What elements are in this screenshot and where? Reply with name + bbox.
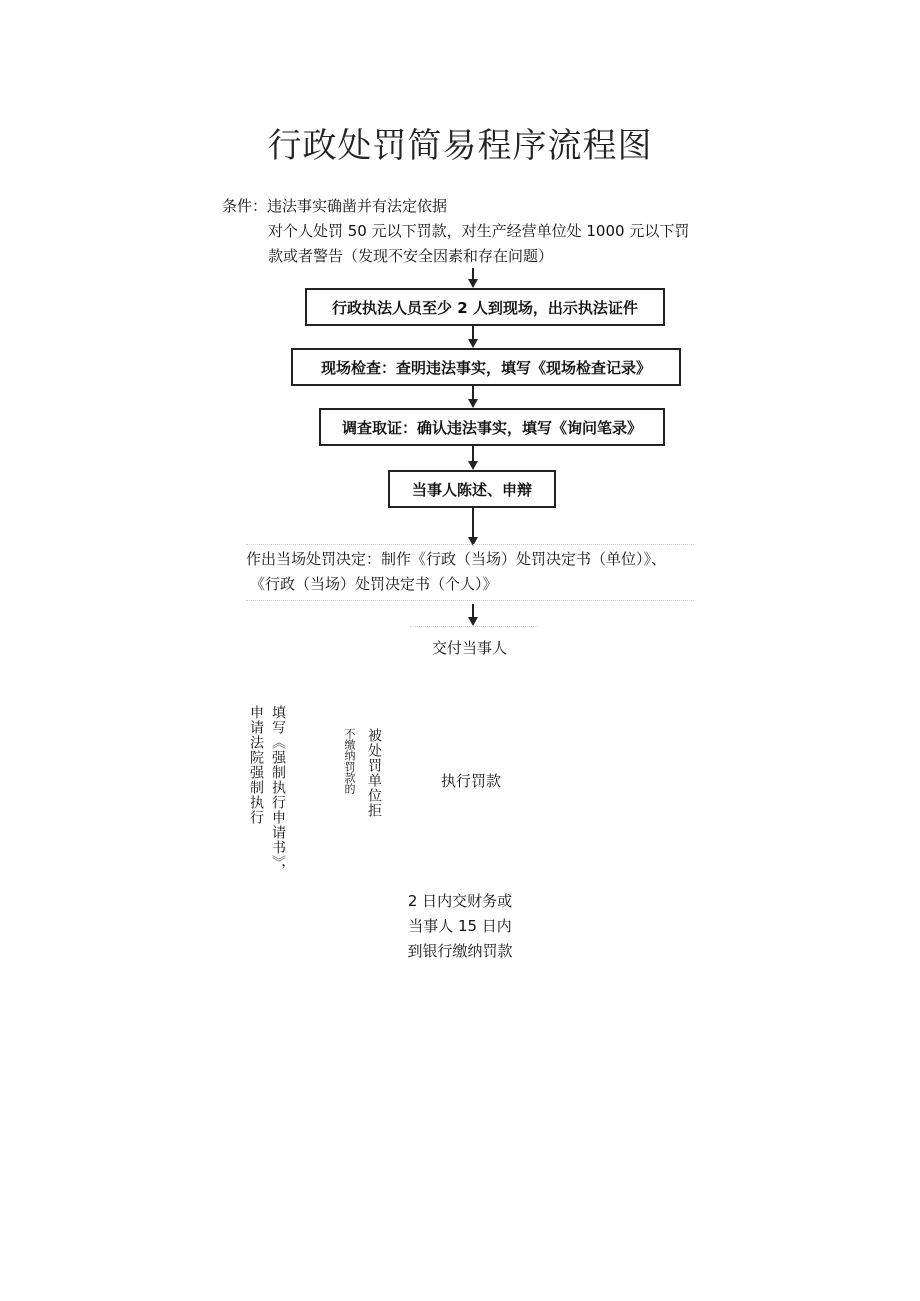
fill-form-text: 填写《强制执行申请书》， bbox=[270, 705, 286, 878]
not-pay-text: 不缴纳罚款的 bbox=[343, 728, 356, 794]
decision-line-2: 《行政（当场）处罚决定书（个人）》 bbox=[250, 575, 498, 593]
step-box-4 bbox=[388, 470, 556, 508]
step-label-3: 调查取证：确认违法事实，填写《询问笔录》 bbox=[341, 418, 642, 437]
divider bbox=[246, 600, 694, 601]
execute-label: 执行罚款 bbox=[441, 772, 502, 790]
condition-label: 条件：违法事实确凿并有法定依据 bbox=[222, 197, 448, 215]
arrow-head bbox=[468, 617, 478, 626]
deliver-label: 交付当事人 bbox=[432, 639, 508, 657]
arrow-head bbox=[468, 399, 478, 408]
step-box-1 bbox=[305, 288, 665, 326]
arrow-head bbox=[468, 279, 478, 288]
arrow-shaft bbox=[472, 386, 474, 400]
arrow-shaft bbox=[472, 326, 474, 340]
page-title: 行政处罚简易程序流程图 bbox=[267, 126, 653, 166]
refuse-text: 被处罚单位拒 bbox=[366, 728, 382, 818]
arrow-head bbox=[468, 461, 478, 470]
step-label-1: 行政执法人员至少 2 人到现场，出示执法证件 bbox=[332, 298, 638, 317]
arrow-shaft bbox=[472, 446, 474, 462]
payment-line-1: 2 日内交财务或 bbox=[407, 892, 513, 910]
divider bbox=[246, 544, 694, 545]
decision-line-1: 作出当场处罚决定：制作《行政（当场）处罚决定书（单位）》、 bbox=[246, 550, 667, 568]
apply-court-text: 申请法院强制执行 bbox=[248, 705, 264, 825]
condition-line-3: 款或者警告（发现不安全因素和存在问题） bbox=[268, 247, 554, 265]
step-box-2 bbox=[291, 348, 681, 386]
arrow-shaft bbox=[472, 508, 474, 538]
arrow-shaft bbox=[472, 604, 474, 618]
step-label-2: 现场检查：查明违法事实，填写《现场检查记录》 bbox=[320, 358, 651, 377]
payment-line-3: 到银行缴纳罚款 bbox=[407, 942, 513, 960]
condition-line-2: 对个人处罚 50 元以下罚款，对生产经营单位处 1000 元以下罚 bbox=[268, 222, 690, 240]
step-box-3 bbox=[319, 408, 665, 446]
step-label-4: 当事人陈述、申辩 bbox=[411, 480, 532, 499]
arrow-head bbox=[468, 339, 478, 348]
payment-line-2: 当事人 15 日内 bbox=[408, 917, 512, 935]
divider bbox=[410, 626, 538, 627]
